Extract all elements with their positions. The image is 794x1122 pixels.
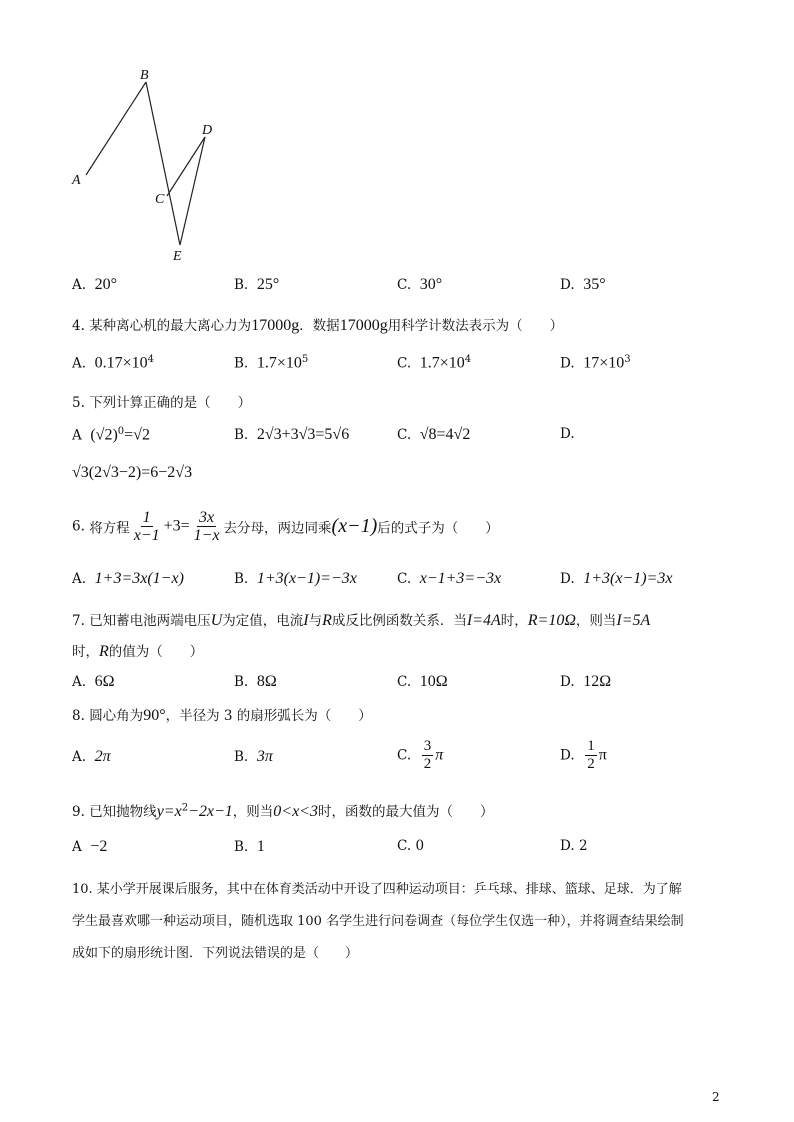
q5-option-a[interactable]: A $(√2)^0=√2$ (72, 426, 150, 444)
q5-option-d[interactable]: √3(2√3−2)=6−2√3 (72, 464, 193, 481)
q10-line1: 10. 某小学开展课后服务，其中在体育类活动中开设了四种运动项目：乒乓球、排球、篮球、足球．为了解 (72, 882, 682, 897)
q3-option-c[interactable]: C. 30° (397, 276, 443, 293)
q8-option-b[interactable]: B. 3π (234, 748, 273, 765)
q7-option-a[interactable]: A. 6Ω (72, 673, 115, 690)
q6-option-b[interactable]: B. 1+3(x−1)=−3x (234, 570, 357, 587)
page-number: 2 (712, 1090, 720, 1104)
q7-option-c[interactable]: C. 10Ω (397, 673, 448, 690)
q6-option-c[interactable]: C. x−1+3=−3x (397, 570, 502, 587)
q5-stem: 5. 下列计算正确的是（ ） (72, 395, 252, 411)
q8-option-d[interactable]: D. $\frac{1}{2}$ π (560, 738, 607, 772)
q9-option-a[interactable]: A −2 (72, 838, 108, 855)
q7-stem-line1: 7. 已知蓄电池两端电压U为定值，电流I与R成反比例函数关系．当I=4A时，R=10Ω，则当I=5A (72, 612, 651, 629)
q4-option-b[interactable]: B. $1.7\times 10^5$ (234, 354, 309, 372)
point-label-d: D (202, 123, 213, 138)
point-label-b: B (140, 68, 149, 83)
q9-option-c[interactable]: C. 0 (397, 838, 425, 854)
geometry-figure (60, 60, 240, 270)
q7-option-d[interactable]: D. 12Ω (560, 673, 612, 690)
q3-option-d[interactable]: D. 35° (560, 276, 606, 293)
q9-option-b[interactable]: B. 1 (234, 838, 265, 855)
q5-option-b[interactable]: B. 2√3+3√3=5√6 (234, 426, 350, 443)
q4-option-c[interactable]: C. $1.7\times 10^4$ (397, 354, 472, 372)
q7-option-b[interactable]: B. 8Ω (234, 673, 277, 690)
q8-stem: 8. 圆心角为90°，半径为 3 的扇形弧长为（ ） (72, 707, 372, 724)
q7-stem-line2: 时，R的值为（ ） (72, 643, 204, 660)
q3-option-b[interactable]: B. 25° (234, 276, 280, 293)
q10-line3: 成如下的扇形统计图．下列说法错误的是（ ） (72, 946, 359, 961)
point-label-e: E (173, 249, 182, 264)
q5-option-c[interactable]: C. √8=4√2 (397, 426, 471, 443)
q5-option-d-letter[interactable]: D. (560, 426, 575, 442)
q9-stem: 9. 已知抛物线$y=x^2-2x-1$，则当0<x<3时，函数的最大值为（ ） (72, 802, 494, 820)
point-label-c: C (155, 192, 165, 207)
q8-option-c[interactable]: C. $\frac{3}{2}$ π (397, 738, 444, 772)
q3-option-a[interactable]: A. 20° (72, 276, 118, 293)
q9-option-d[interactable]: D. 2 (560, 838, 588, 854)
q4-option-a[interactable]: A. $0.17\times 10^4$ (72, 354, 155, 372)
q6-option-d[interactable]: D. 1+3(x−1)=3x (560, 570, 673, 587)
q6-stem: 6. 将方程 $\frac{1}{x-1}$ +3= $\frac{3x}{1-x}$ 去分母，两边同乘(x−1)后的式子为（ ） (72, 509, 499, 544)
q6-option-a[interactable]: A. 1+3=3x(1−x) (72, 570, 184, 587)
q4-option-d[interactable]: D. $17\times 10^3$ (560, 354, 631, 372)
q6-fraction-1: $\frac{1}{x-1}$ (133, 509, 160, 544)
q10-line2: 学生最喜欢哪一种运动项目，随机选取 100 名学生进行问卷调查（每位学生仅选一种），并将调查结果绘制 (72, 914, 684, 929)
q6-fraction-2: $\frac{3x}{1-x}$ (193, 509, 220, 544)
q8-option-a[interactable]: A. 2π (72, 748, 111, 765)
point-label-a: A (72, 173, 81, 188)
q4-stem: 4. 某种离心机的最大离心力为17000g．数据17000g用科学计数法表示为（ ） (72, 317, 564, 334)
